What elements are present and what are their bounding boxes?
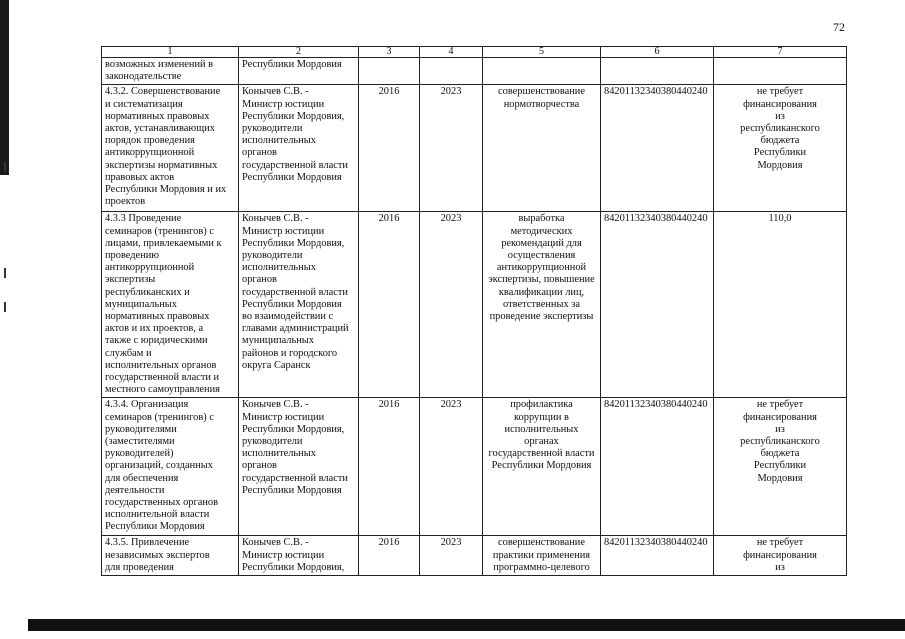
start-year-cell: 2016 [359,212,420,398]
result-cell: выработка методических рекомендаций для осуществления антикоррупционной экспертизы, повышение квалификации лиц, ответственных за проведение экспертизы [483,212,601,398]
start-year-cell: 2016 [359,398,420,536]
measure-cell: 4.3.4. Организация семинаров (тренингов) с руководителями (заместителями руководителей) организаций, созданных для обеспечения деятельности государственных органов исполнительной власти Республики Мордовия [102,398,239,536]
measure-cell: возможных изменений в законодательстве [102,58,239,85]
end-year-cell: 2023 [420,398,483,536]
funding-cell [714,58,847,85]
col-header: 6 [601,47,714,58]
responsible-cell: Конычев С.В. - Министр юстиции Республики Мордовия, руководители исполнительных органов государственной власти Республики Мордовия [239,85,359,212]
table-row [102,58,847,85]
program-table [101,46,847,576]
budget-code-cell: 84201132340380440240 [601,536,714,576]
scan-left-edge [0,0,9,175]
column-number-row [102,47,847,58]
col-header: 3 [359,47,420,58]
col-header: 1 [102,47,239,58]
result-cell: совершенствование практики применения программно-целевого [483,536,601,576]
start-year-cell: 2016 [359,85,420,212]
funding-cell: не требует финансирования из [714,536,847,576]
start-year-cell: 2016 [359,536,420,576]
result-cell: профилактика коррупции в исполнительных органах государственной власти Республики Мордовия [483,398,601,536]
measure-cell: 4.3.2. Совершенствование и систематизация нормативных правовых актов, устанавливающих порядок проведения антикоррупционной экспертизы нормативных правовых актов Республики Мордовия и их проектов [102,85,239,212]
end-year-cell [420,58,483,85]
measure-cell: 4.3.3 Проведение семинаров (тренингов) с лицами, привлекаемыми к проведению антикоррупционной экспертизы республиканских и муниципальных нормативных правовых актов и их проектов, а также с юридическими службам и исполнительных органов государственной власти и местного самоуправления [102,212,239,398]
col-header: 5 [483,47,601,58]
funding-cell: не требует финансирования из республиканского бюджета Республики Мордовия [714,398,847,536]
col-header: 2 [239,47,359,58]
budget-code-cell [601,58,714,85]
scan-mark [4,268,6,278]
table-row [102,398,847,536]
scan-bottom-edge [28,619,905,631]
result-cell: совершенствование нормотворчества [483,85,601,212]
budget-code-cell: 84201132340380440240 [601,85,714,212]
responsible-cell: Республики Мордовия [239,58,359,85]
table-row [102,85,847,212]
start-year-cell [359,58,420,85]
responsible-cell: Конычев С.В. - Министр юстиции Республики Мордовия, руководители исполнительных органов государственной власти Республики Мордовия [239,398,359,536]
funding-cell: не требует финансирования из республиканского бюджета Республики Мордовия [714,85,847,212]
table-row [102,212,847,398]
col-header: 7 [714,47,847,58]
end-year-cell: 2023 [420,536,483,576]
col-header: 4 [420,47,483,58]
scan-mark [4,162,6,172]
responsible-cell: Конычев С.В. - Министр юстиции Республики Мордовия, [239,536,359,576]
table-row [102,536,847,576]
end-year-cell: 2023 [420,212,483,398]
funding-cell: 110,0 [714,212,847,398]
measure-cell: 4.3.5. Привлечение независимых экспертов для проведения [102,536,239,576]
budget-code-cell: 84201132340380440240 [601,398,714,536]
result-cell [483,58,601,85]
page-number: 72 [833,20,845,34]
budget-code-cell: 84201132340380440240 [601,212,714,398]
scan-mark [4,302,6,312]
responsible-cell: Конычев С.В. - Министр юстиции Республики Мордовия, руководители исполнительных органов государственной власти Республики Мордовия во взаимодействии с главами администраций муниципальных районов и городского округа Саранск [239,212,359,398]
end-year-cell: 2023 [420,85,483,212]
